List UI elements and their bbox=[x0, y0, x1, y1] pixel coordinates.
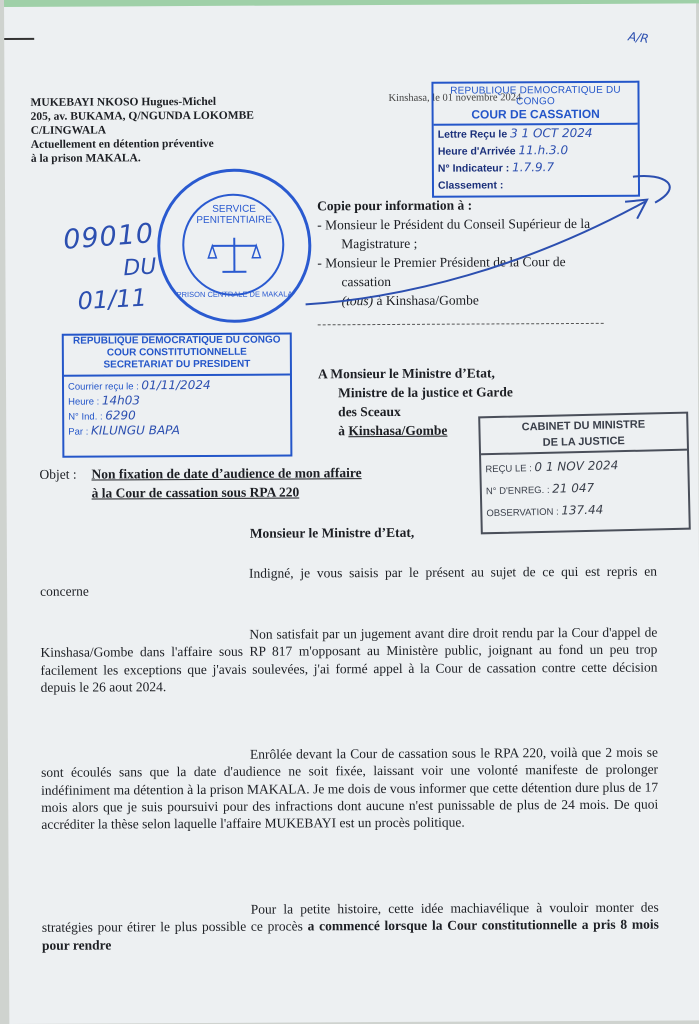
sender-status-1: Actuellement en détention préventive bbox=[30, 137, 214, 151]
min-stamp-line-1: CABINET DU MINISTRE bbox=[521, 418, 646, 434]
recipient-line-3: des Sceaux bbox=[338, 403, 401, 420]
sender-commune: C/LINGWALA bbox=[30, 124, 107, 137]
handwritten-date: 01/11 bbox=[76, 283, 148, 316]
recipient-line-4: à Kinshasa/Gombe bbox=[338, 422, 448, 439]
cc-row-courrier: Courrier reçu le : 01/11/2024 bbox=[67, 377, 211, 393]
copy-location: (tous) à Kinshasa/Gombe bbox=[341, 292, 479, 309]
min-row-recu: REÇU LE : 0 1 NOV 2024 bbox=[485, 458, 619, 476]
stamp-republic-label: REPUBLIQUE DEMOCRATIQUE DU CONGO bbox=[450, 84, 621, 108]
cc-stamp-line-1: REPUBLIQUE DEMOCRATIQUE DU CONGO bbox=[72, 334, 281, 347]
paragraph-4: Pour la petite histoire, cette idée machiavélique à vouloir monter des stratégies pour étirer le plus possible ce procès a commencé lorsque la Cour constitutionnelle a pris 8 mois pour rendre bbox=[41, 899, 659, 953]
stamp-service-label: SERVICE PENITENTIAIRE bbox=[196, 203, 272, 226]
paragraph-2: Non satisfait par un jugement avant dire droit rendu par la Cour d'appel de Kinshasa/Gombe dans l'affaire sous RP 817 m'opposant au Ministère public, joignant au fond un peu trop facilement les exceptions que j'avais soulevées, j'ai formé appel à la Cour de cassation contre cette décision depuis le 26 aout 2024. bbox=[40, 624, 658, 695]
salutation: Monsieur le Ministre d’Etat, bbox=[249, 524, 415, 541]
subject-text-1: Non fixation de date d’audience de mon affaire bbox=[91, 465, 362, 482]
copy-heading: Copie pour information à : bbox=[317, 197, 473, 214]
sender-address: 205, av. BUKAMA, Q/NGUNDA LOKOMBE bbox=[30, 109, 254, 123]
stamp-row-class: Classement : bbox=[437, 179, 504, 192]
subject-label: Objet : bbox=[39, 466, 77, 482]
letter-sheet bbox=[4, 0, 699, 1024]
min-row-observation: OBSERVATION : 137.44 bbox=[486, 502, 604, 520]
stamp-row-time: Heure d'Arrivée 11.h.3.0 bbox=[437, 143, 569, 158]
stamp-court-label: COUR DE CASSATION bbox=[434, 107, 638, 126]
cc-row-nind: N° Ind. : 6290 bbox=[68, 408, 136, 423]
copy-recipient-1: - Monsieur le Président du Conseil Supérieur de la Magistrature ; bbox=[317, 215, 591, 252]
handwritten-du: DU bbox=[122, 254, 158, 282]
stamp-row-letter: Lettre Reçu le 3 1 OCT 2024 bbox=[437, 125, 593, 141]
place-date-line: Kinshasa, le 01 novembre 2024 bbox=[388, 92, 522, 104]
handwritten-ar: A/R bbox=[627, 29, 650, 46]
sender-name: MUKEBAYI NKOSO Hugues-Michel bbox=[30, 95, 217, 109]
sender-status-2: à la prison MAKALA. bbox=[30, 152, 141, 165]
cc-stamp-line-2: COUR CONSTITUTIONNELLE bbox=[106, 346, 247, 359]
stamp-row-indicator: N° Indicateur : 1.7.9.7 bbox=[437, 160, 555, 175]
handwritten-number: 09010 bbox=[62, 218, 156, 256]
recipient-line-2: Ministre de la justice et Garde bbox=[338, 384, 513, 401]
recipient-line-1: A Monsieur le Ministre d’Etat, bbox=[317, 365, 495, 382]
cc-row-heure: Heure : 14h03 bbox=[68, 393, 141, 408]
copy-recipient-2: - Monsieur le Premier Président de la Cour de cassation bbox=[317, 254, 566, 290]
cc-row-par: Par : KILUNGU BAPA bbox=[68, 423, 181, 438]
subject-text-2: à la Cour de cassation sous RPA 220 bbox=[91, 484, 300, 501]
min-stamp-line-2: DE LA JUSTICE bbox=[481, 434, 687, 456]
paragraph-3: Enrôlée devant la Cour de cassation sous le RPA 220, voilà que 2 mois se sont écoulés sans que la date d'audience ne soit fixée, laissant voir une volonté manifeste de prolonger indéfiniment ma détention à la prison MAKALA. Je me dois de vous informer que cette détention dure plus de 17 mois alors que je suis poursuivi pour des infractions dont aucune n'est punissable de plus de 24 mois. De quoi accréditer la thèse selon laquelle l'affaire MUKEBAYI est un procès politique. bbox=[41, 744, 659, 833]
paragraph-1: Indigné, je vous saisis par le présent au sujet de ce qui est repris en concerne bbox=[40, 563, 658, 600]
stamp-prison-label: PRISON CENTRALE DE MAKALA bbox=[176, 289, 293, 300]
cc-stamp-line-3: SECRETARIAT DU PRESIDENT bbox=[64, 359, 290, 377]
min-row-numero: N° D'ENREG. : 21 047 bbox=[485, 480, 595, 498]
handwritten-arrow-icon bbox=[4, 0, 699, 1024]
